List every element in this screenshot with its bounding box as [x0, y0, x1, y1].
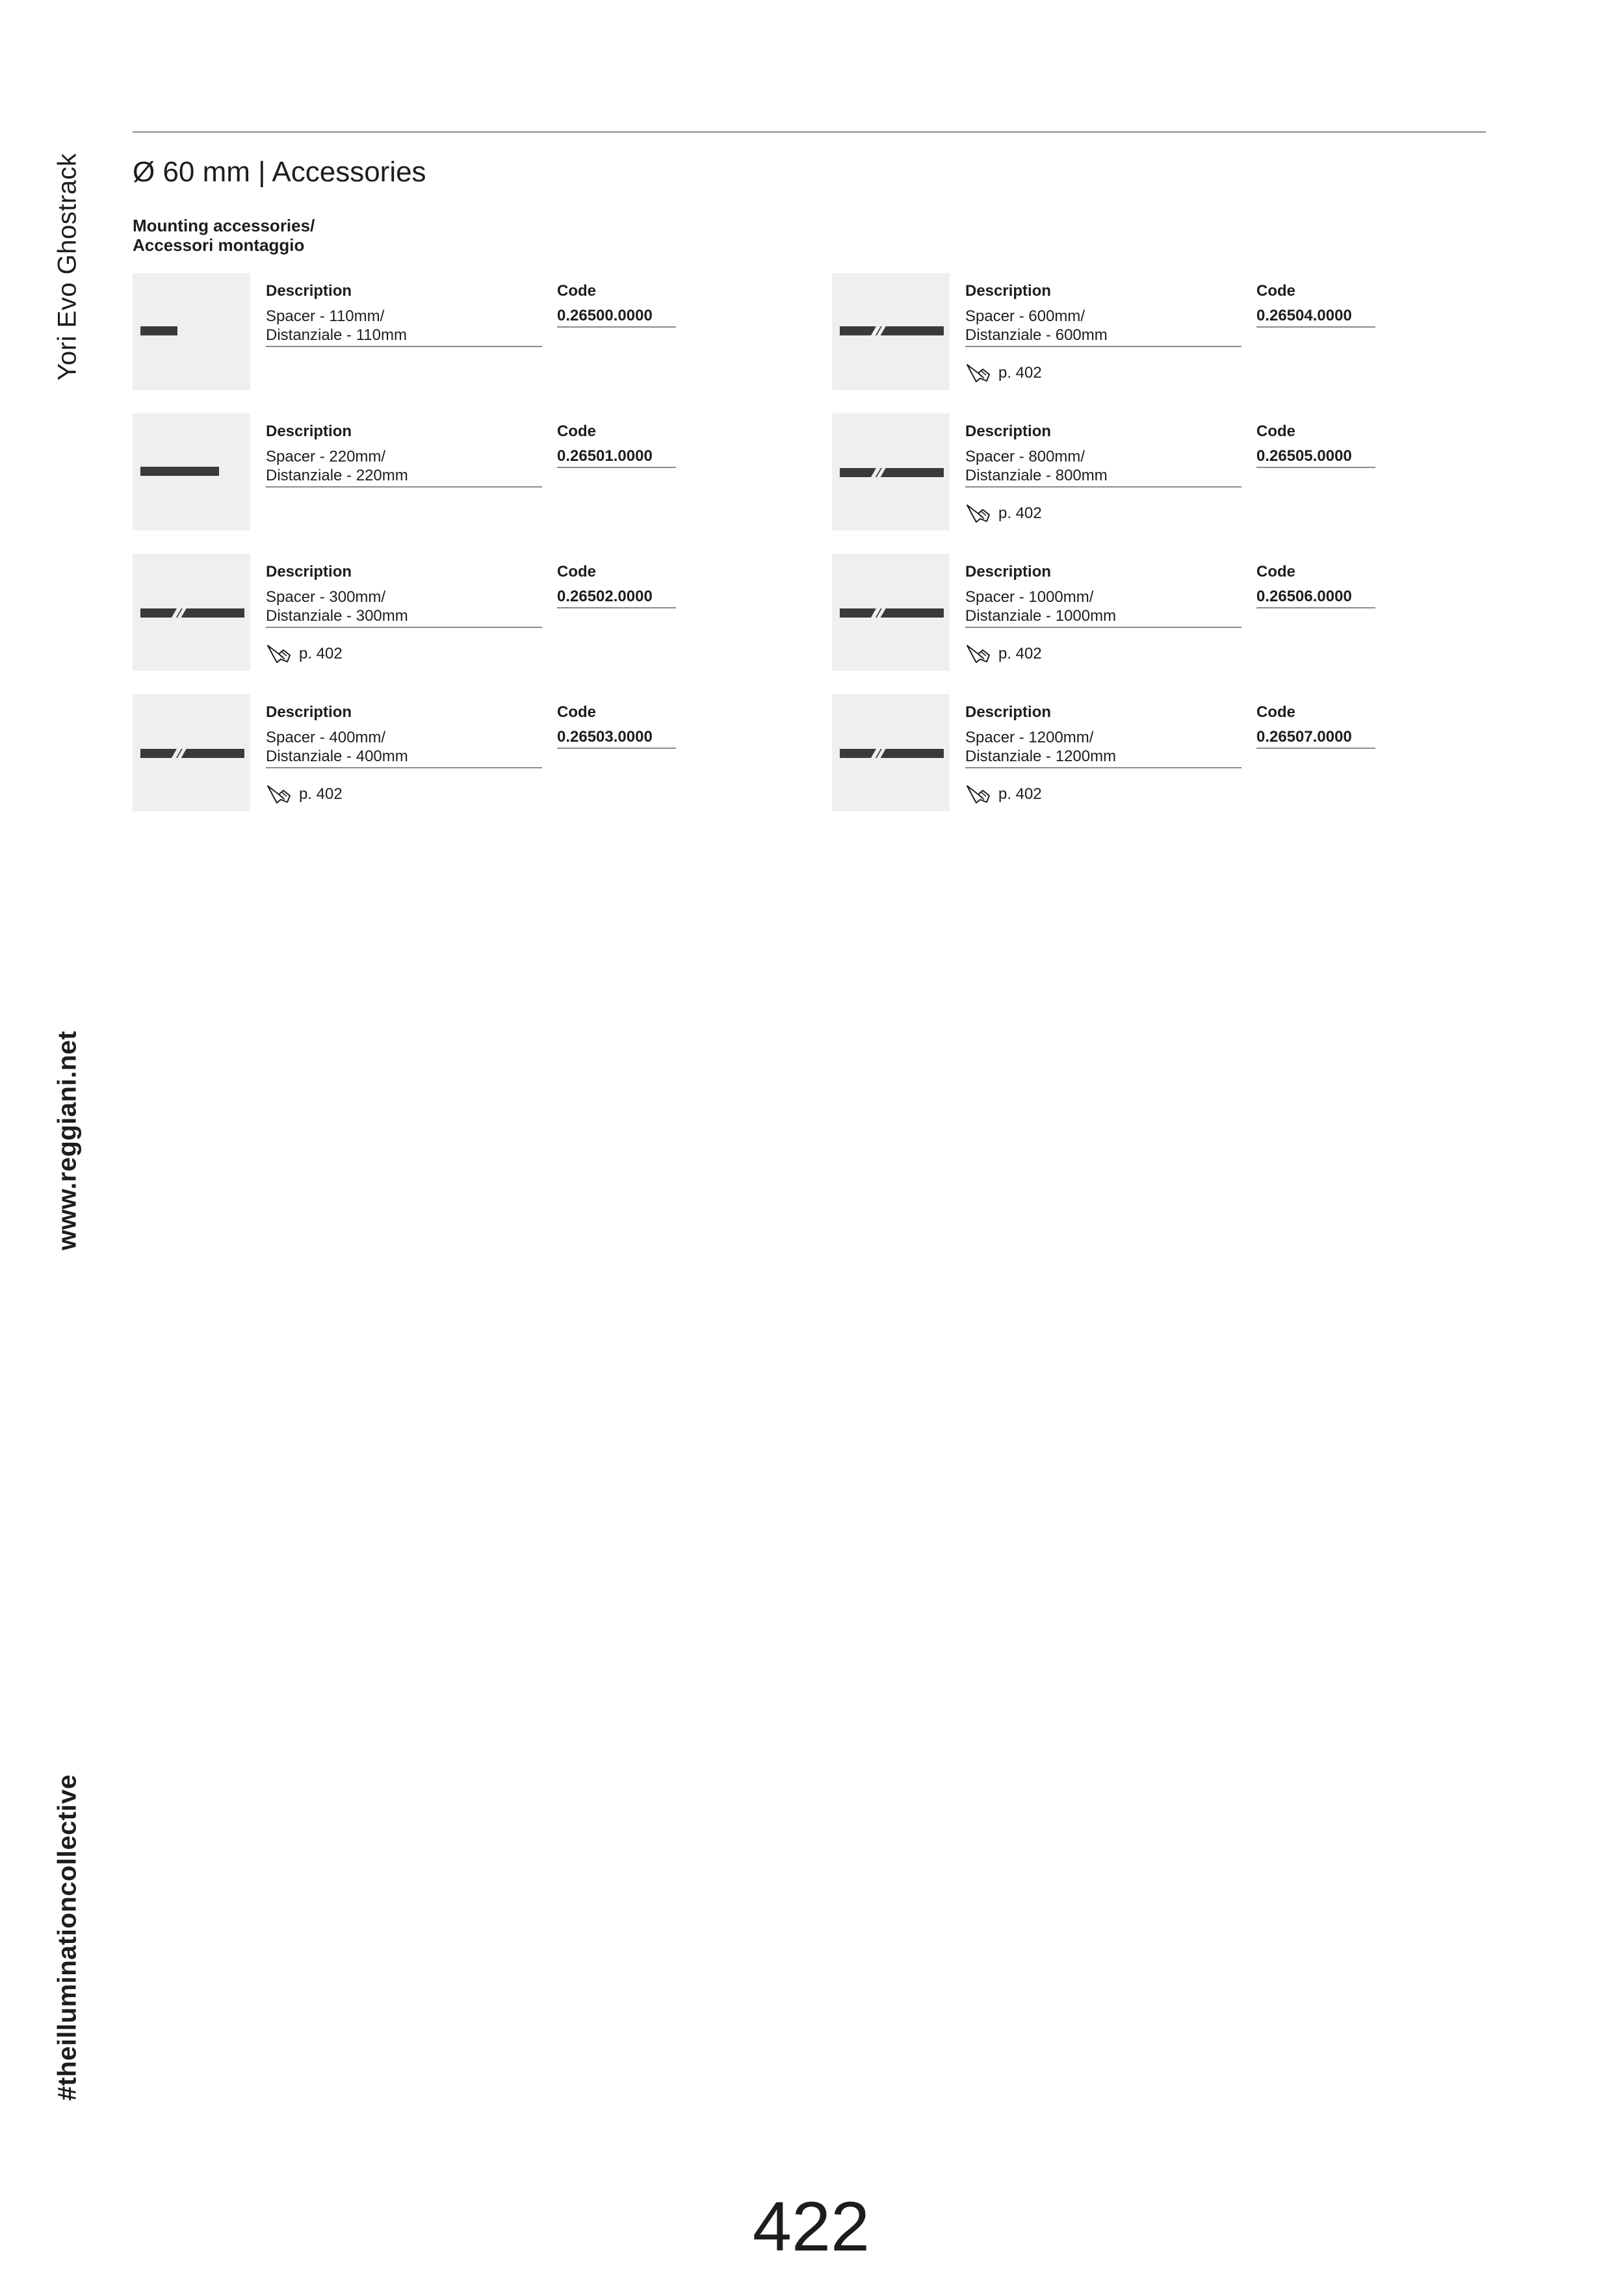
item-description — [266, 588, 542, 628]
product-thumbnail — [832, 273, 950, 390]
installation-tool-icon — [965, 783, 993, 805]
page-number: 422 — [752, 2187, 870, 2265]
item-description — [965, 307, 1241, 347]
description-header: Description — [965, 563, 1052, 581]
subtitle-line-1: Mounting accessories/ — [133, 216, 315, 235]
product-thumbnail — [133, 273, 250, 390]
page-reference[interactable] — [965, 361, 1042, 385]
description-it: Distanziale - 600mm — [965, 326, 1108, 344]
item-description — [266, 728, 542, 768]
item-code: 0.26500.0000 — [557, 307, 676, 328]
description-en: Spacer - 1200mm/ — [965, 729, 1094, 746]
product-thumbnail — [133, 554, 250, 671]
item-code: 0.26506.0000 — [1256, 588, 1375, 608]
description-en: Spacer - 220mm/ — [266, 448, 386, 465]
code-header: Code — [1256, 563, 1295, 581]
page-reference-text: p. 402 — [998, 785, 1042, 803]
accessory-item — [133, 413, 783, 530]
description-it: Distanziale - 1000mm — [965, 607, 1117, 625]
description-header: Description — [266, 563, 352, 581]
page-reference-text: p. 402 — [299, 645, 343, 662]
item-code: 0.26504.0000 — [1256, 307, 1375, 328]
code-header: Code — [1256, 282, 1295, 300]
description-en: Spacer - 400mm/ — [266, 729, 386, 746]
accessory-item — [133, 554, 783, 671]
page-reference-text: p. 402 — [299, 785, 343, 803]
installation-tool-icon — [965, 502, 993, 525]
description-header: Description — [266, 282, 352, 300]
section-subtitle — [133, 216, 315, 255]
product-thumbnail — [133, 413, 250, 530]
description-header: Description — [266, 423, 352, 440]
page-reference[interactable] — [965, 783, 1042, 806]
item-code: 0.26501.0000 — [557, 447, 676, 468]
item-code: 0.26507.0000 — [1256, 728, 1375, 749]
product-thumbnail — [832, 694, 950, 811]
page-reference-text: p. 402 — [998, 364, 1042, 382]
code-header: Code — [1256, 423, 1295, 440]
description-header: Description — [965, 282, 1052, 300]
accessory-item — [832, 413, 1482, 530]
description-en: Spacer - 800mm/ — [965, 448, 1085, 465]
page-title: Ø 60 mm | Accessories — [133, 156, 426, 188]
description-it: Distanziale - 300mm — [266, 607, 408, 625]
page-reference[interactable] — [965, 642, 1042, 666]
page-reference[interactable] — [266, 783, 343, 806]
accessory-item — [832, 273, 1482, 390]
page-reference-text: p. 402 — [998, 504, 1042, 522]
item-code: 0.26502.0000 — [557, 588, 676, 608]
page-reference[interactable] — [965, 502, 1042, 525]
page-reference[interactable] — [266, 642, 343, 666]
accessory-item — [832, 694, 1482, 811]
brand-name: Yori Evo Ghostrack — [53, 153, 82, 381]
item-description — [266, 447, 542, 488]
product-thumbnail — [133, 694, 250, 811]
description-header: Description — [965, 423, 1052, 440]
description-en: Spacer - 1000mm/ — [965, 588, 1094, 606]
accessory-item — [832, 554, 1482, 671]
item-description — [266, 307, 542, 347]
accessory-item — [133, 694, 783, 811]
installation-tool-icon — [266, 783, 293, 805]
product-thumbnail — [832, 554, 950, 671]
item-code: 0.26503.0000 — [557, 728, 676, 749]
item-code: 0.26505.0000 — [1256, 447, 1375, 468]
product-thumbnail — [832, 413, 950, 530]
description-it: Distanziale - 400mm — [266, 748, 408, 765]
item-description — [965, 588, 1241, 628]
description-header: Description — [266, 703, 352, 721]
description-it: Distanziale - 800mm — [965, 467, 1108, 484]
code-header: Code — [557, 423, 596, 440]
installation-tool-icon — [965, 643, 993, 665]
item-description — [965, 447, 1241, 488]
description-en: Spacer - 300mm/ — [266, 588, 386, 606]
top-divider — [133, 131, 1486, 133]
description-header: Description — [965, 703, 1052, 721]
description-it: Distanziale - 110mm — [266, 326, 407, 344]
installation-tool-icon — [266, 643, 293, 665]
code-header: Code — [557, 563, 596, 581]
installation-tool-icon — [965, 362, 993, 384]
description-en: Spacer - 600mm/ — [965, 307, 1085, 325]
hashtag: #theilluminationcollective — [53, 1774, 82, 2101]
code-header: Code — [557, 703, 596, 721]
code-header: Code — [1256, 703, 1295, 721]
description-en: Spacer - 110mm/ — [266, 307, 385, 325]
website-link[interactable]: www.reggiani.net — [53, 1030, 82, 1251]
item-description — [965, 728, 1241, 768]
code-header: Code — [557, 282, 596, 300]
description-it: Distanziale - 1200mm — [965, 748, 1117, 765]
description-it: Distanziale - 220mm — [266, 467, 408, 484]
subtitle-line-2: Accessori montaggio — [133, 235, 305, 255]
page-reference-text: p. 402 — [998, 645, 1042, 662]
accessory-item — [133, 273, 783, 390]
